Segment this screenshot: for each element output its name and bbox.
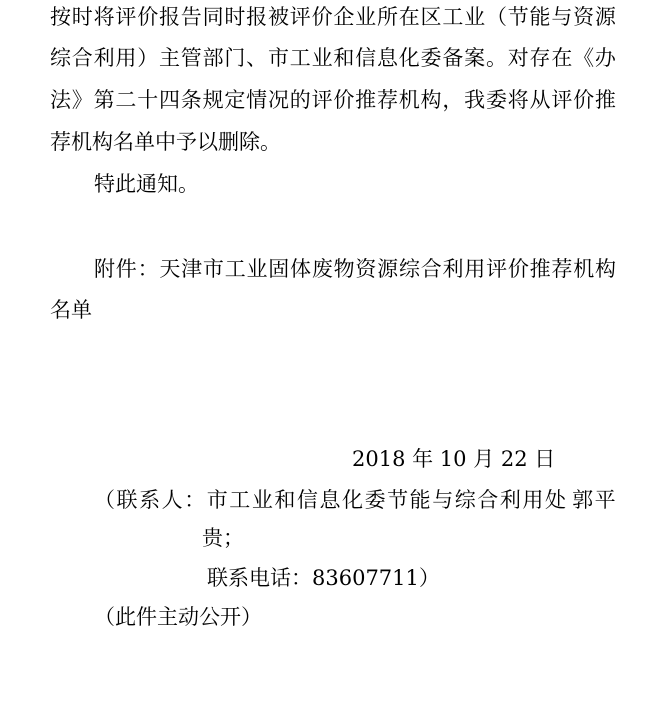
paragraph-line-1: 按 时 将 评 价 报 告 同 时 报 被 评 价 企 业 所 在 区 工 业 （ 节 能 与 资 源 [50, 5, 616, 29]
contact-line-1: （ 联 系 人 ： 市 工 业 和 信 息 化 委 节 能 与 综 合 利 用 处 郭 平 [94, 488, 616, 512]
attachment-line-1: 附 件 ： 天 津 市 工 业 固 体 废 物 资 源 综 合 利 用 评 价 推 荐 机 构 [94, 257, 616, 281]
paragraph-line-2: 综 合 利 用 ） 主 管 部 门 、 市 工 业 和 信 息 化 委 备 案 。 对 存 在 《 办 [50, 46, 616, 70]
disclosure-note: （此件主动公开） [94, 605, 262, 629]
paragraph-line-4: 荐机构名单中予以删除。 [50, 130, 281, 154]
paragraph-line-3: 法 》 第 二 十 四 条 规 定 情 况 的 评 价 推 荐 机 构 ， 我 委 将 从 评 价 推 [50, 88, 616, 112]
contact-line-2: 贵； [202, 526, 244, 550]
contact-phone: 联系电话：83607711） [207, 566, 440, 590]
document-date: 2018 年 10 月 22 日 [352, 447, 556, 471]
attachment-line-2: 名单 [50, 298, 92, 322]
closing-text: 特此通知。 [94, 172, 199, 196]
